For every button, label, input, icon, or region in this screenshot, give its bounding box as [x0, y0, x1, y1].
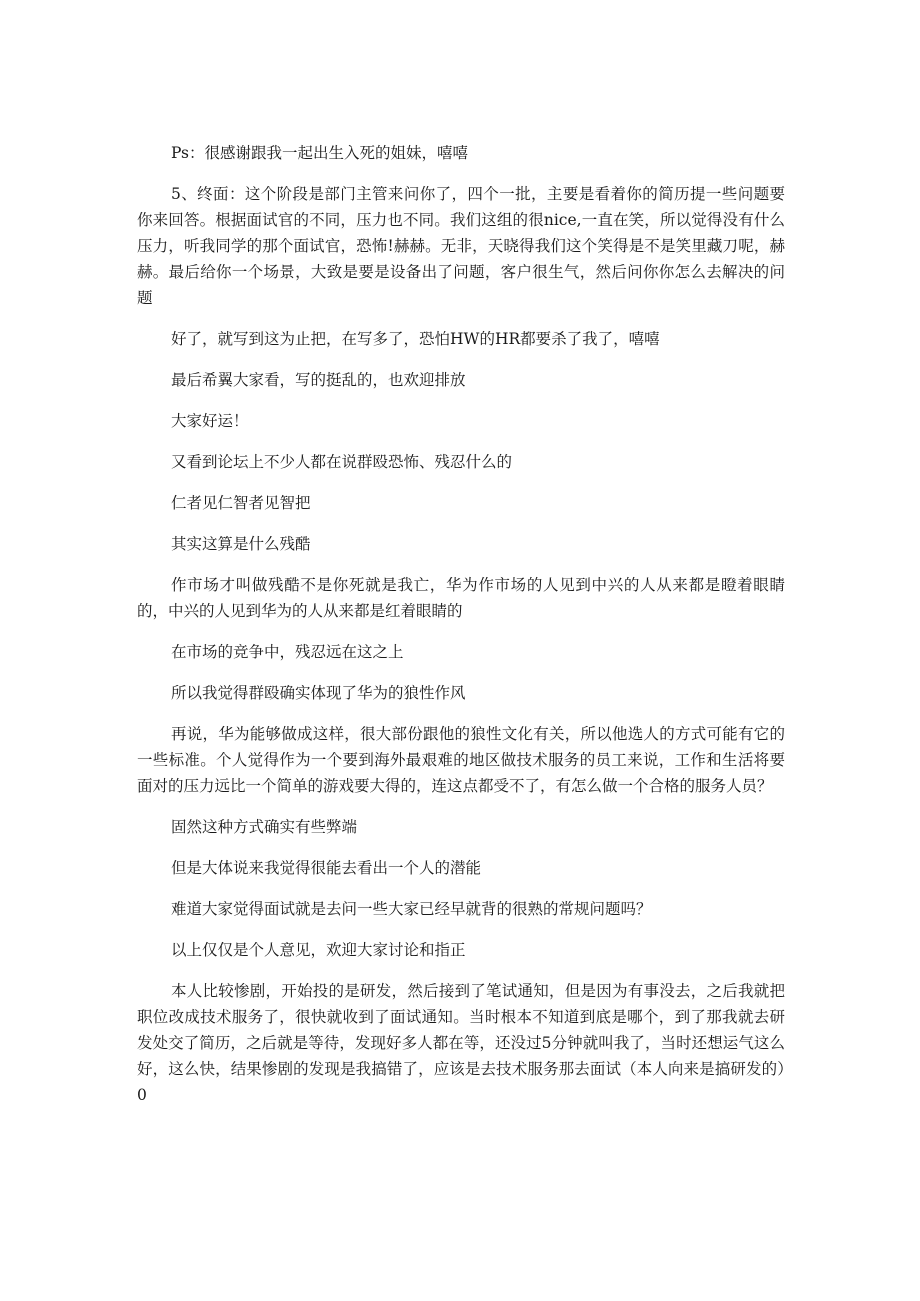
paragraph-thanks: Ps：很感谢跟我一起出生入死的姐妹，嘻嘻: [171, 144, 468, 162]
paragraph-closing: 好了，就写到这为止把，在写多了，恐怕HW的HR都要杀了我了，嘻嘻: [171, 330, 660, 348]
paragraph-hope: 最后希翼大家看，写的挺乱的，也欢迎排放: [171, 371, 466, 389]
paragraph-cruel: 其实这算是什么残酷: [171, 535, 311, 553]
paragraph-forum: 又看到论坛上不少人都在说群殴恐怖、残忍什么的: [171, 453, 513, 471]
paragraph-question: 难道大家觉得面试就是去问一些大家已经早就背的很熟的常规问题吗？: [171, 900, 652, 918]
paragraph-culture: 再说，华为能够做成这样，很大部份跟他的狼性文化有关，所以他选人的方式可能有它的一些标准。个人觉得作为一个要到海外最艰难的地区做技术服务的员工来说，工作和生活将要面对的压力远比一个简单的游戏要大得的，连这点都受不了，有怎么做一个合格的服务人员？: [137, 725, 785, 795]
paragraph-opinion: 仁者见仁智者见智把: [171, 494, 311, 512]
paragraph-drawbacks: 固然这种方式确实有些弊端: [171, 818, 358, 836]
paragraph-personal-story: 本人比较惨剧，开始投的是研发，然后接到了笔试通知，但是因为有事没去，之后我就把职位改成技术服务了，很快就收到了面试通知。当时根本不知道到底是哪个，到了那我就去研发处交了简历，之后就是等待，发现好多人都在等，还没过5分钟就叫我了，当时还想运气这么好，这么快，结果惨剧的发现是我搞错了，应该是去技术服务那去面试（本人向来是搞研发的）0: [137, 982, 785, 1104]
document-body: [137, 140, 785, 1123]
paragraph-potential: 但是大体说来我觉得很能去看出一个人的潜能: [171, 859, 482, 877]
paragraph-discussion: 以上仅仅是个人意见，欢迎大家讨论和指正: [171, 941, 466, 959]
paragraph-wolf-style: 所以我觉得群殴确实体现了华为的狼性作风: [171, 684, 466, 702]
paragraph-market: 作市场才叫做残酷不是你死就是我亡，华为作市场的人见到中兴的人从来都是瞪着眼睛的，中兴的人见到华为的人从来都是红着眼睛的: [137, 576, 785, 620]
paragraph-final-interview: 5、终面：这个阶段是部门主管来问你了，四个一批，主要是看着你的简历提一些问题要你来回答。根据面试官的不同，压力也不同。我们这组的很nice,一直在笑，所以觉得没有什么压力，听我同学的那个面试官，恐怖!赫赫。无非，天晓得我们这个笑得是不是笑里藏刀呢，赫赫。最后给你一个场景，大致是要是设备出了问题，客户很生气，然后问你你怎么去解决的问题: [137, 185, 785, 307]
paragraph-good-luck: 大家好运！: [171, 412, 249, 430]
paragraph-competition: 在市场的竞争中，残忍远在这之上: [171, 643, 404, 661]
